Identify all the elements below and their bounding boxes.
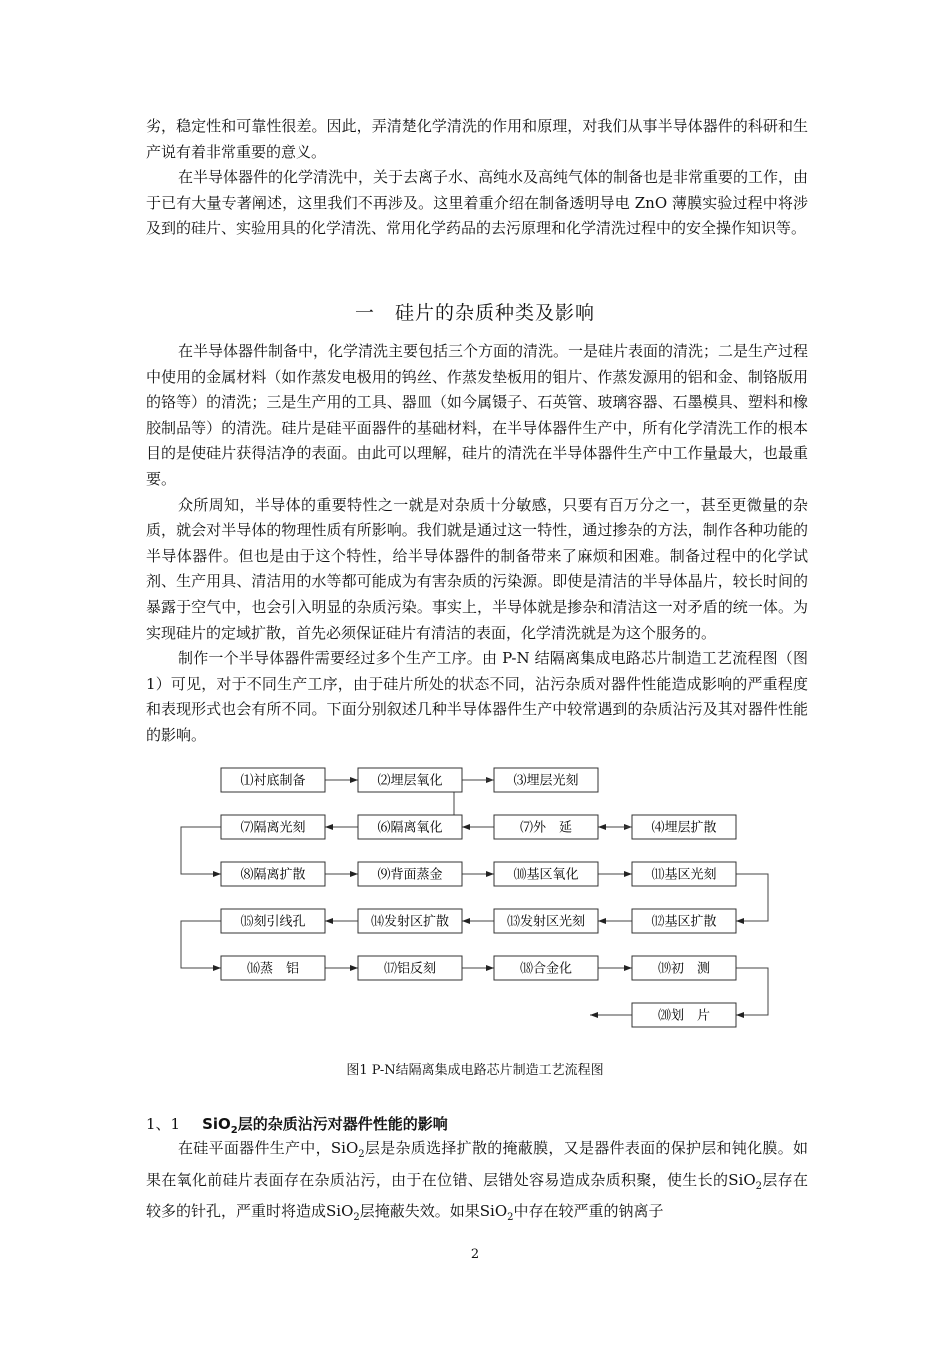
- flow-step-label: ⑾基区光刻: [651, 867, 717, 883]
- flow-step: [632, 909, 736, 933]
- intro-paragraph-1: 劣，稳定性和可靠性很差。因此，弄清楚化学清洗的作用和原理，对我们从事半导体器件的科研和生产说有着非常重要的意义。: [146, 117, 808, 161]
- flow-step: [358, 815, 462, 839]
- page-number: 2: [470, 1247, 480, 1262]
- flow-connector: [736, 968, 768, 1015]
- flow-step-label: ⒃蒸 铝: [246, 961, 300, 977]
- flow-step: [221, 862, 325, 886]
- flow-step: [221, 768, 325, 792]
- flow-step-label: ⑹隔离氧化: [377, 820, 443, 836]
- flow-connector: [736, 874, 768, 921]
- flow-step-label: ⒅合金化: [519, 961, 573, 977]
- flow-step: [221, 909, 325, 933]
- body-paragraph-2: 众所周知，半导体的重要特性之一就是对杂质十分敏感，只要有百万分之一，甚至更微量的杂质，就会对半导体的物理性质有所影响。我们就是通过这一特性，通过掺杂的方法，制作各种功能的半导体器件。但也是由于这个特性，给半导体器件的制备带来了麻烦和困难。制备过程中的化学试剂、生产用具、清洁用的水等都可能成为有害杂质的污染源。即使是清洁的半导体晶片，较长时间的暴露于空气中，也会引入明显的杂质污染。事实上，半导体就是掺杂和清洁这一对矛盾的统一体。为实现硅片的定域扩散，首先必须保证硅片有清洁的表面，化学清洗就是为这个服务的。: [146, 495, 808, 642]
- body-paragraph-3: 制作一个半导体器件需要经过多个生产工序。由 P-N 结隔离集成电路芯片制造工艺流程图（图 1）可见，对于不同生产工序，由于硅片所处的状态不同，沾污杂质对器件性能造成影响的严重程度和表现形式也会有所不同。下面分别叙述几种半导体器件生产中较常遇到的杂质沾污及其对器件性能的影响。: [146, 649, 808, 744]
- flow-step: [632, 815, 736, 839]
- subsection-body: [146, 1136, 808, 1231]
- flow-step: [632, 862, 736, 886]
- flow-step-label: ⑼背面蒸金: [377, 867, 443, 883]
- flow-step: [358, 862, 462, 886]
- flow-connector: [181, 921, 221, 968]
- flow-step-label: ⒇划 片: [657, 1008, 711, 1024]
- flow-step-label: ⒄铝反刻: [383, 961, 437, 977]
- subsection-paragraph: 在硅平面器件生产中，SiO$_2$层是杂质选择扩散的掩蔽膜，又是器件表面的保护层和钝化膜。如果在氧化前硅片表面存在杂质沾污，由于在位错、层错处容易造成杂质积聚，使生长的SiO$_2$层存在较多的针孔，严重时将造成SiO$_2$层掩蔽失效。如果SiO$_2$中存在较严重的钠离子: [146, 1139, 808, 1224]
- flow-step: [494, 815, 598, 839]
- flow-step: [494, 909, 598, 933]
- flow-step: [358, 956, 462, 980]
- flow-step: [221, 815, 325, 839]
- flow-step: [632, 1003, 736, 1027]
- subsection-number: 1、1: [146, 1115, 181, 1133]
- flow-step-label: ⑽基区氧化: [513, 867, 579, 883]
- flow-step: [494, 768, 598, 792]
- flow-step-label: ⑻隔离扩散: [240, 867, 306, 883]
- flow-step-label: ⒀发射区光刻: [506, 914, 586, 930]
- flow-step-label: ⑶埋层光刻: [513, 773, 579, 789]
- flow-step: [494, 956, 598, 980]
- body-paragraph-1: 在半导体器件制备中，化学清洗主要包括三个方面的清洗。一是硅片表面的清洗；二是生产过程中使用的金属材料（如作蒸发电极用的钨丝、作蒸发垫板用的钼片、作蒸发源用的铝和金、制铬版用的铬等）的清洗；三是生产用的工具、器皿（如今属镊子、石英管、玻璃容器、石墨模具、塑料和橡胶制品等）的清洗。硅片是硅平面器件的基础材料，在半导体器件生产中，所有化学清洗工作的根本目的是使硅片获得洁净的表面。由此可以理解，硅片的清洗在半导体器件生产中工作量最大，也最重要。: [146, 342, 809, 488]
- flow-connector: [181, 827, 221, 874]
- flow-step-label: ⑵埋层氧化: [377, 773, 443, 789]
- intro-paragraph-2: 在半导体器件的化学清洗中，关于去离子水、高纯水及高纯气体的制备也是非常重要的工作，由于已有大量专著阐述，这里我们不再涉及。这里着重介绍在制备透明导电 ZnO 薄膜实验过程中将涉及到的硅片、实验用具的化学清洗、常用化学药品的去污原理和化学清洗过程中的安全操作知识等。: [146, 168, 809, 238]
- flow-step: [358, 768, 462, 792]
- flow-step-label: ⑺外 延: [519, 820, 573, 836]
- flow-step-label: ⒂刻引线孔: [240, 914, 306, 930]
- section-heading: 一 硅片的杂质种类及影响: [354, 302, 595, 324]
- flow-step-label: ⒆初 测: [657, 961, 711, 977]
- subsection-heading: [146, 1113, 448, 1136]
- flow-step-label: ⒁发射区扩散: [370, 914, 450, 930]
- flow-step: [221, 956, 325, 980]
- flow-step-label: ⑴衬底制备: [240, 773, 306, 789]
- flow-step-label: ⑿基区扩散: [651, 914, 717, 930]
- flow-step: [494, 862, 598, 886]
- subsection-title: SiO$_2$层的杂质沾污对器件性能的影响: [202, 1115, 448, 1136]
- flow-step-label: ⑺隔离光刻: [240, 820, 306, 836]
- flow-step-label: ⑷埋层扩散: [651, 820, 717, 836]
- figure-caption: 图1 P-N结隔离集成电路芯片制造工艺流程图: [346, 1063, 604, 1078]
- flow-step: [632, 956, 736, 980]
- flow-step: [358, 909, 462, 933]
